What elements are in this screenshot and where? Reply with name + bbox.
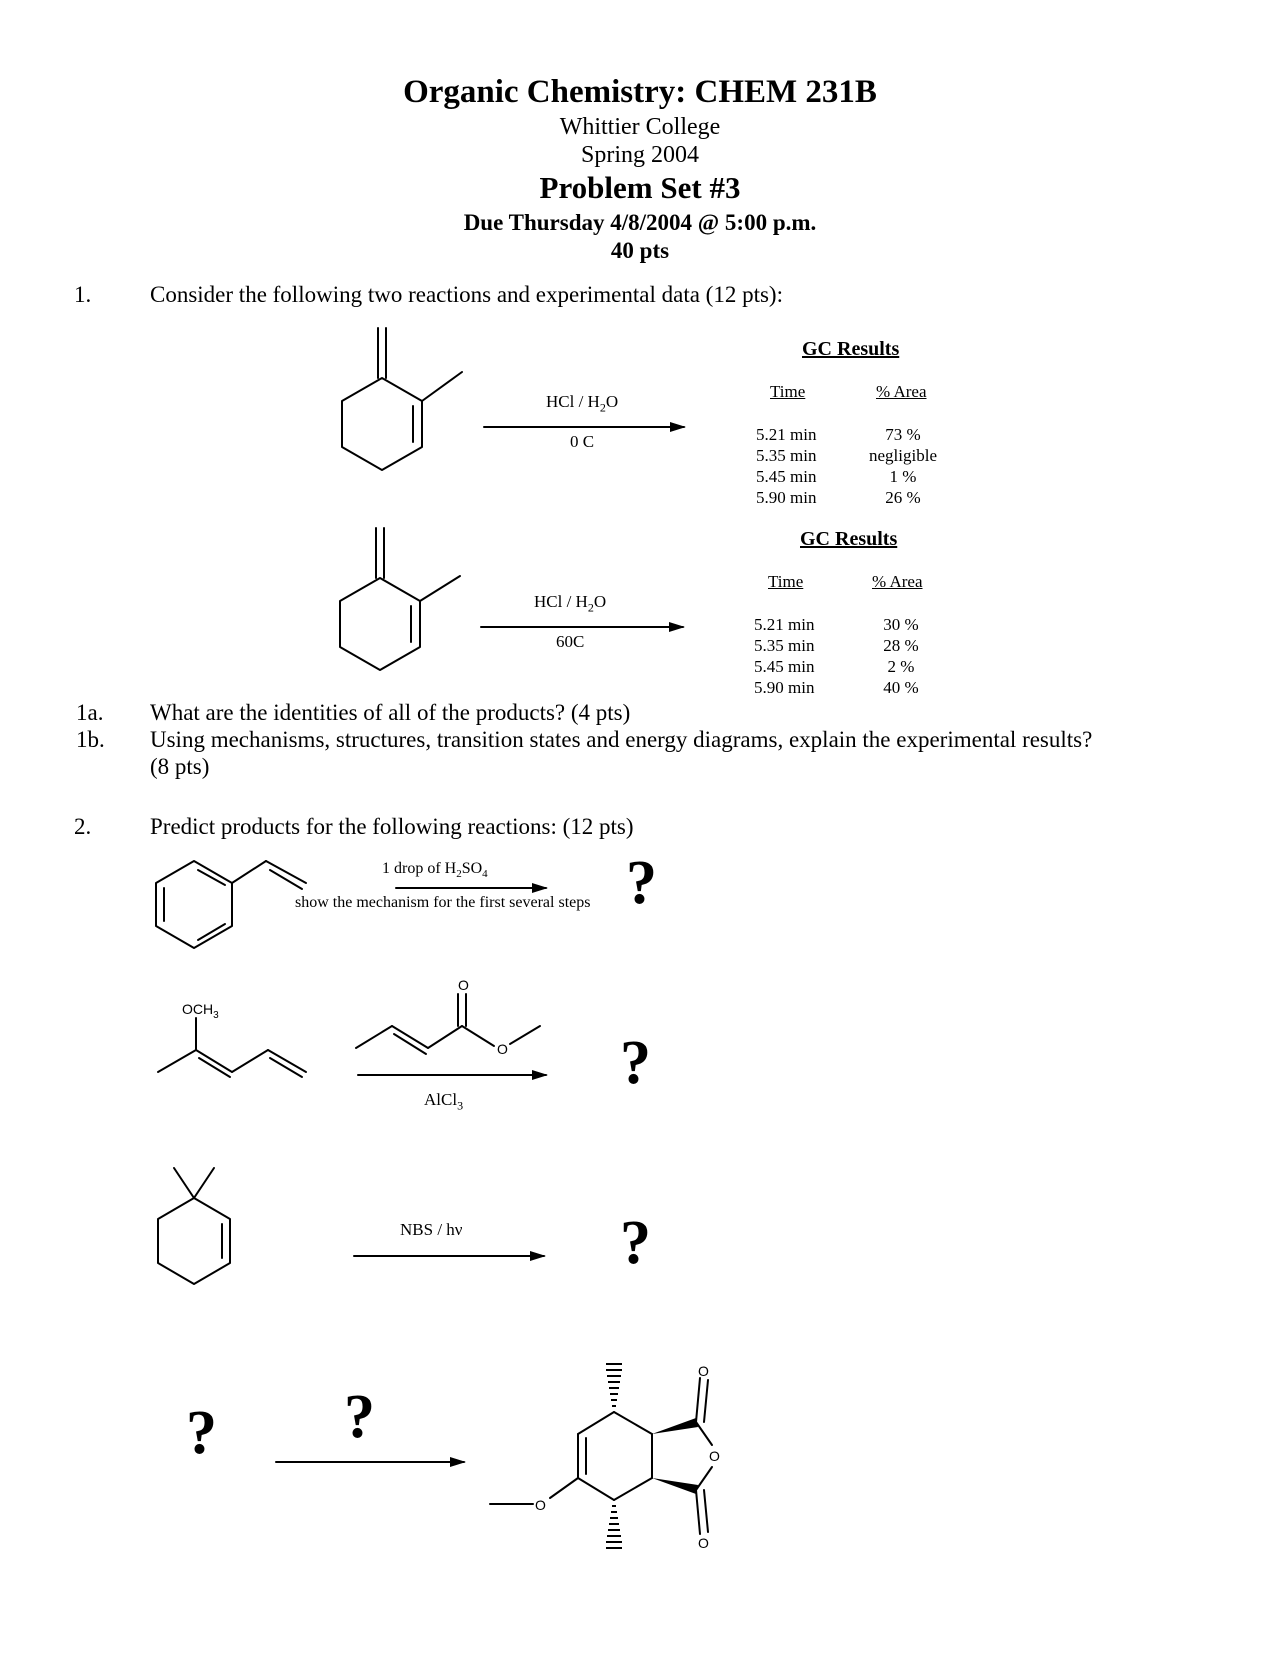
- table-cell: 40 %: [883, 678, 919, 697]
- anhydride-carbonyl-oxygen-bottom: O: [698, 1535, 709, 1551]
- gc-results-2-time-header: Time: [768, 572, 804, 591]
- question-1b-points: (8 pts): [150, 754, 210, 779]
- term: Spring 2004: [580, 142, 699, 168]
- ester-oxygen: O: [497, 1041, 508, 1057]
- table-cell: 5.45 min: [756, 467, 817, 486]
- gc-results-2-area-header: % Area: [872, 572, 923, 591]
- table-cell: 1 %: [889, 467, 917, 486]
- table-cell: 5.45 min: [754, 657, 815, 676]
- document-title: Organic Chemistry: CHEM 231B: [403, 74, 877, 110]
- gc-results-1-area-header: % Area: [876, 382, 927, 401]
- reaction-1-reagent: HCl / $H_2O$: [546, 392, 619, 415]
- reaction-2-reagent: HCl / $H_2O$: [534, 592, 607, 615]
- problem-set-title: Problem Set #3: [539, 170, 741, 205]
- q2-reaction-4-unknown-reactant: ?: [186, 1399, 217, 1467]
- table-cell: 5.21 min: [756, 425, 817, 444]
- question-1a-label: 1a.: [76, 700, 104, 725]
- question-1a-text: What are the identities of all of the products? (4 pts): [150, 700, 631, 725]
- ester-carbonyl-oxygen: O: [458, 977, 469, 993]
- q2-reaction-2-catalyst: AlCl$_3$: [424, 1090, 464, 1113]
- question-1b-label: 1b.: [76, 727, 105, 752]
- q2-reaction-1-unknown-product: ?: [626, 849, 657, 917]
- question-2-prompt: Predict products for the following reactions: (12 pts): [150, 814, 634, 839]
- q2-styrene-molecule: [156, 861, 306, 948]
- table-cell: 30 %: [883, 615, 919, 634]
- ether-oxygen: O: [535, 1497, 546, 1513]
- gc-results-1-time-header: Time: [770, 382, 806, 401]
- reaction-2-condition: 60C: [556, 632, 585, 651]
- anhydride-ring-oxygen: O: [709, 1448, 720, 1464]
- q2-dienophile-molecule: [356, 994, 540, 1054]
- q2-methoxy-diene-molecule: [158, 1018, 306, 1077]
- hashed-bond-bottom: [606, 1506, 622, 1548]
- q2-reaction-3-reagent: NBS / hν: [400, 1220, 463, 1239]
- reaction-1-condition: 0 C: [570, 432, 595, 451]
- q2-reaction-1-reagent: 1 drop of $H_2SO_4$: [382, 860, 488, 881]
- wedge-bond: [652, 1418, 698, 1434]
- q1-reactant-molecule-2: [340, 528, 460, 670]
- due-date: Due Thursday 4/8/2004 @ 5:00 p.m.: [463, 210, 817, 235]
- table-cell: 5.90 min: [756, 488, 817, 507]
- q2-reaction-3-unknown-product: ?: [620, 1209, 651, 1277]
- table-cell: 73 %: [885, 425, 921, 444]
- wedge-bond: [652, 1478, 698, 1494]
- total-points: 40 pts: [610, 238, 670, 263]
- table-cell: negligible: [869, 446, 937, 465]
- table-cell: 5.21 min: [754, 615, 815, 634]
- q2-reaction-1-note: show the mechanism for the first several steps: [295, 894, 591, 911]
- question-2-number: 2.: [74, 814, 92, 839]
- q2-dimethylcyclohexene-molecule: [158, 1168, 230, 1284]
- table-cell: 5.35 min: [756, 446, 817, 465]
- table-cell: 28 %: [883, 636, 919, 655]
- q2-reaction-4-unknown-reagent: ?: [344, 1383, 375, 1451]
- question-1-number: 1.: [74, 282, 92, 307]
- question-1b-text: Using mechanisms, structures, transition states and energy diagrams, explain the experimental results?: [150, 727, 1093, 752]
- q2-anhydride-product-molecule: [490, 1378, 712, 1534]
- table-cell: 2 %: [887, 657, 915, 676]
- gc-results-1-heading: GC Results: [802, 338, 900, 360]
- table-cell: 26 %: [885, 488, 921, 507]
- q1-reactant-molecule-1: [342, 328, 462, 470]
- table-cell: 5.35 min: [754, 636, 815, 655]
- methoxy-label: $OCH_3$: [182, 1001, 219, 1021]
- gc-results-2-heading: GC Results: [800, 528, 898, 550]
- hashed-bond-top: [606, 1364, 622, 1406]
- q2-reaction-2-unknown-product: ?: [620, 1029, 651, 1097]
- table-cell: 5.90 min: [754, 678, 815, 697]
- anhydride-carbonyl-oxygen-top: O: [698, 1363, 709, 1379]
- question-1-prompt: Consider the following two reactions and experimental data (12 pts):: [150, 282, 783, 307]
- college-name: Whittier College: [559, 114, 721, 140]
